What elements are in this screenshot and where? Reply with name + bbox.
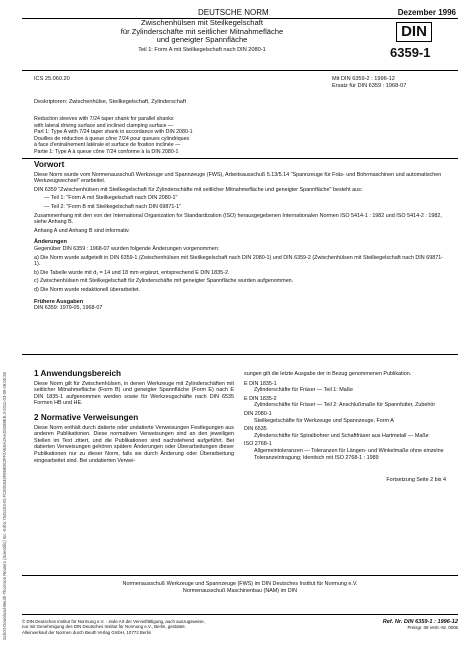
reference-desc: Zylinderschäfte für Spiralbohrer und Schaftfräser aus Hartmetall — Maße (254, 432, 429, 439)
vorwort-heading: Vorwort (34, 160, 65, 169)
aenderung-c: c) Zwischenhülsen mit Steilkegelschaft für Zylinderschäfte mit geneigter Spannfläche wurden aufgenommen. (34, 278, 294, 285)
copyright-line: © DIN Deutsches Institut für Normung e.V. · Jede Art der Vervielfältigung, auch auszugsweise, (22, 619, 205, 624)
copyright-block (22, 619, 292, 635)
reference-id: DIN 2080-1 (244, 410, 272, 417)
vorwort-teil2: — Teil 2: "Form B mit Steilkegelschaft nach DIN 69871-1" (44, 203, 182, 210)
din-logo: DIN (396, 22, 432, 42)
footer-rule (22, 575, 458, 576)
vorwort-section (34, 162, 446, 312)
reference-id: DIN 6535 (244, 426, 267, 433)
translation-line: with lateral driving surface and inclined clamping surface — (34, 122, 174, 129)
copyright-line: nur mit Genehmigung des DIN Deutsches Institut für Normung e.V., Berlin, gestattet. (22, 624, 186, 630)
mit-ersatz (332, 76, 406, 89)
translation-line: Douilles de réduction à queue cône 7/24 pour queues cylindriques (34, 135, 190, 142)
title-part: Teil 1: Form A mit Steilkegelschaft nach DIN 2080-1 (138, 46, 266, 53)
title-line-3: und geneigter Spannfläche (156, 35, 248, 45)
section-rule (22, 158, 458, 159)
aenderung-a: a) Die Norm wurde aufgeteilt in DIN 6359-1 (Zwischenhülsen mit Steilkegelschaft nach DIN 2080-1) und DIN 6359-2 (Zwischenhülsen mit Steilkegelschaft nach DIN 69871-1). (34, 254, 443, 268)
section-2-text: Diese Norm enthält durch datierte oder undatierte Verweisungen Festlegungen aus anderen Publikationen. Diese normativen Verweisungen sind an den jeweiligen Stellen im Text zitiert, und die Publikationen sind nachstehend aufgeführt. Bei datierten Verweisungen gehören spätere Änderungen oder Überarbeitungen dieser Publikationen nur zu dieser Norm, falls sie durch Änderung oder Überarbeitung eingearbeitet sind. Bei undatierten Verwei- (34, 424, 234, 464)
side-watermark (2, 120, 14, 640)
reference-item (244, 396, 446, 409)
fortsetzung: Fortsetzung Seite 2 bis 4 (386, 477, 446, 484)
vorwort-teil1: — Teil 1: "Form A mit Steilkegelschaft nach DIN 2080-1" (44, 195, 178, 202)
vorwort-p4: Anhang A und Anhang B sind informativ. (34, 227, 130, 234)
ref-number: Ref. Nr. DIN 6359-1 : 1996-12 (382, 619, 458, 625)
mit-text: Mit DIN 6359-2 : 1996-12 (332, 76, 395, 82)
reference-item (244, 381, 446, 394)
section-1-heading: 1 Anwendungsbereich (34, 369, 122, 378)
section-2-heading: 2 Normative Verweisungen (34, 412, 139, 422)
vorwort-p3: Zusammenhang mit den von der International Organization for Standardization (ISO) herausgegebenen Internationalen Normen ISO 5414-1 : 1982 und ISO 5414-2 : 1982, siehe Anhang B. (34, 212, 442, 226)
preis-gruppe: Preisgr. 06 Vertr.-Nr. 0006 (407, 625, 458, 631)
translation-line: Reduction sleeves with 7/24 taper shank for parallel shanks (34, 116, 174, 122)
footer-line-2: Normenausschuß Maschinenbau (NAM) im DIN (182, 587, 298, 594)
reference-item (244, 441, 446, 461)
ics-code: ICS 25.060.20 (34, 76, 70, 82)
fruehere-text: DIN 6359: 1979-05, 1968-07 (34, 305, 103, 312)
footer-line-1: Normenausschuß Werkzeuge und Spannzeuge (FWS) im DIN Deutsches Institut für Normung e.V. (122, 581, 358, 587)
reference-item (244, 411, 446, 424)
side-watermark-text: Schott-Download-Beuth-Thomson Reuters (Scientific) Inc.-KdNr.7545103-ID.FC0D5533F869D62FF2AEEA2AAD3288EE.3-2011-03-09 09:05:28 (2, 372, 7, 640)
header-date: Dezember 1996 (397, 8, 456, 17)
aenderungen-heading: Änderungen (34, 239, 67, 246)
aenderung-d: d) Die Norm wurde redaktionell überarbeitet. (34, 286, 141, 293)
left-column (34, 371, 234, 464)
footer-bottom (22, 619, 458, 653)
deskriptoren: Deskriptoren: Zwischenhülse, Steilkegelschaft, Zylinderschaft (34, 99, 187, 105)
ref-block (383, 619, 458, 631)
reference-desc: Steilkegelschäfte für Werkzeuge und Spannzeuge, Form A (254, 417, 394, 424)
header-center: DEUTSCHE NORM (198, 8, 269, 17)
reference-desc: Allgemeintoleranzen — Toleranzen für Längen- und Winkelmaße ohne einzelne Toleranzeintragung; Identisch mit ISO 2768-1 : 1989 (254, 447, 444, 461)
reference-id: ISO 2768-1 (244, 441, 272, 448)
reference-id: E DIN 1835-2 (244, 395, 277, 402)
title-line-2: für Zylinderschäfte mit seitlicher Mitnahmefläche (120, 26, 284, 36)
vorwort-p2: DIN 6359 "Zwischenhülsen mit Steilkegelschaft für Zylinderschäfte mit seitlicher Mitnahmefläche und geneigter Spannfläche" besteht aus: (34, 186, 363, 193)
title-block (22, 19, 382, 53)
reference-item (244, 426, 446, 439)
header (22, 8, 458, 18)
vorwort-p1: Diese Norm wurde vom Normenausschuß Werkzeuge und Spannzeuge (FWS), Arbeitsausschuß 5.13/5.14 "Spannzeuge für Fräs- und Bohrmaschinen und automatischen Werkzeugwechsel" erarbeitet. (34, 171, 442, 185)
title-line-1: Zwischenhülsen mit Steilkegelschaft (141, 18, 263, 27)
fruehere-heading: Frühere Ausgaben (34, 298, 84, 305)
section-1-text: Diese Norm gilt für Zwischenhülsen, in denen Werkzeuge mit Zylinderschäften mit seitlicher Mitnahmefläche (Form B) und geneigter Spannfläche (Form E) nach E DIN 1835-1 aufgenommen werden sowie für Werkzeugschäfte nach DIN 6535 Formen HB und HE. (34, 380, 234, 407)
aenderungen-intro: Gegenüber DIN 6359 : 1968-07 wurden folgende Änderungen vorgenommen: (34, 245, 220, 252)
translations (34, 116, 334, 156)
reference-desc: Zylinderschäfte für Fräser — Teil 2: Anschlußmaße für Spannfutter, Zubehör (254, 402, 436, 409)
reference-id: E DIN 1835-1 (244, 380, 277, 387)
translation-line: à face d'entraînement latérale et surface de fixation inclinée — (34, 142, 181, 149)
ersatz-text: Ersatz für DIN 6359 : 1968-07 (332, 82, 407, 89)
right-column (244, 371, 446, 484)
translation-line: Partie 1: Type A à queue cône 7/24 conforme à la DIN 2080-1 (34, 148, 179, 155)
document-page (22, 8, 458, 656)
translation-line: Part 1: Type A with 7/24 taper shank in accordance with DIN 2080-1 (34, 129, 193, 136)
reference-desc: Zylinderschäfte für Fräser — Teil 1: Maße (254, 387, 354, 394)
aenderung-b: b) Die Tabelle wurde mit d₁ = 14 und 18 mm ergänzt, entsprechend E DIN 1835-2. (34, 269, 230, 276)
footer-rule (22, 614, 458, 615)
copyright-line: Alleinverkauf der Normen durch Beuth Verlag GmbH, 10772 Berlin (22, 629, 152, 635)
col2-continuation: sungen gilt die letzte Ausgabe der in Bezug genommenen Publikation. (244, 371, 412, 377)
footer-committees (22, 581, 458, 594)
section-rule (22, 354, 458, 355)
doc-number: 6359-1 (390, 45, 431, 60)
title-rule (22, 70, 458, 71)
